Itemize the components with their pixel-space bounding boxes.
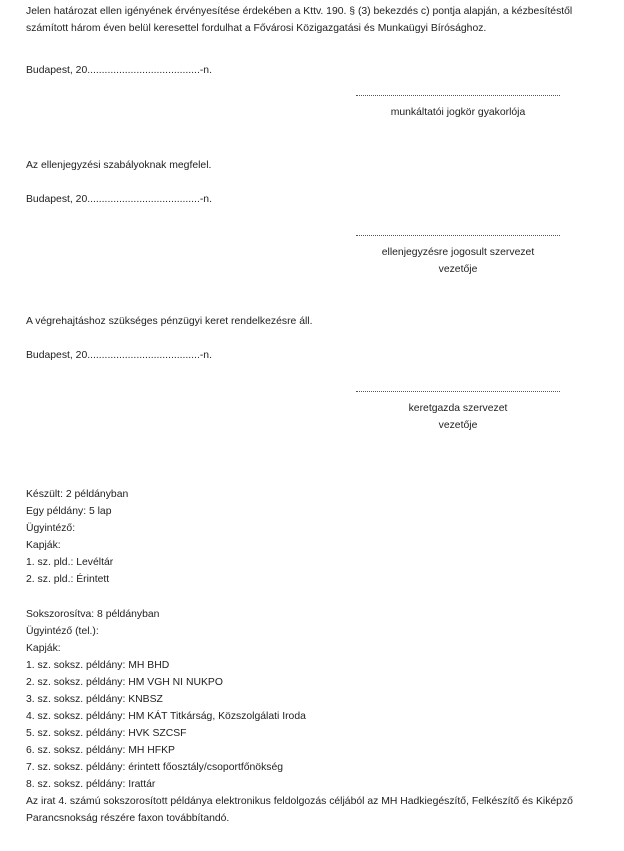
list-item: 7. sz. soksz. példány: érintett főosztály/csoportfőnökség (26, 762, 284, 773)
list-item: 4. sz. soksz. példány: HM KÁT Titkárság, Közszolgálati Iroda (26, 711, 306, 722)
copies-list (26, 606, 618, 827)
list-item: 3. sz. soksz. példány: KNBSZ (26, 694, 163, 705)
signature-dotted-line (356, 391, 560, 394)
list-item: Kapják: (26, 540, 61, 551)
budget-statement: A végrehajtáshoz szükséges pénzügyi keret rendelkezésre áll. (26, 316, 313, 327)
signature-label-line-2: vezetője (438, 264, 478, 275)
signature-dotted-line (356, 95, 560, 98)
list-item: Készült: 2 példányban (26, 489, 129, 500)
list-item: 8. sz. soksz. példány: Irattár (26, 779, 156, 790)
list-item: Ügyintéző: (26, 523, 76, 534)
signature-block-budget-holder (356, 391, 560, 434)
appeal-paragraph: Jelen határozat ellen igényének érvényesítése érdekében a Kttv. 190. § (3) bekezdés c) pontja alapján, a kézbesítéstől számított három éven belül keresettel fordulhat a Fővárosi Közigazgatási és Munkaügyi Bírósághoz. (26, 6, 573, 34)
date-line-2: Budapest, 20.......................................-n. (26, 194, 212, 205)
date-line-3: Budapest, 20.......................................-n. (26, 350, 212, 361)
list-item: 1. sz. soksz. példány: MH BHD (26, 660, 170, 671)
distribution-list (26, 486, 618, 588)
list-item: Kapják: (26, 643, 61, 654)
list-item: 6. sz. soksz. példány: MH HFKP (26, 745, 175, 756)
list-item: 2. sz. pld.: Érintett (26, 574, 110, 585)
signature-label-line-1: ellenjegyzésre jogosult szervezet (381, 247, 535, 258)
list-item: Sokszorosítva: 8 példányban (26, 609, 160, 620)
signature-label-line-1: keretgazda szervezet (408, 403, 508, 414)
list-item: 1. sz. pld.: Levéltár (26, 557, 114, 568)
closing-note: Az irat 4. számú sokszorosított példánya elektronikus feldolgozás céljából az MH Hadkiegészítő, Felkészítő és Kiképző Parancsnokság részére faxon továbbítandó. (26, 796, 573, 824)
list-item: Ügyintéző (tel.): (26, 626, 99, 637)
signature-label: munkáltatói jogkör gyakorlója (390, 107, 526, 118)
signature-block-countersign (356, 235, 560, 278)
signature-block-employer (356, 95, 560, 121)
signature-dotted-line (356, 235, 560, 238)
countersign-statement: Az ellenjegyzési szabályoknak megfelel. (26, 160, 212, 171)
list-item: 5. sz. soksz. példány: HVK SZCSF (26, 728, 187, 739)
date-line-1: Budapest, 20.......................................-n. (26, 65, 212, 76)
list-item: Egy példány: 5 lap (26, 506, 112, 517)
list-item: 2. sz. soksz. példány: HM VGH NI NUKPO (26, 677, 223, 688)
signature-label-line-2: vezetője (438, 420, 478, 431)
